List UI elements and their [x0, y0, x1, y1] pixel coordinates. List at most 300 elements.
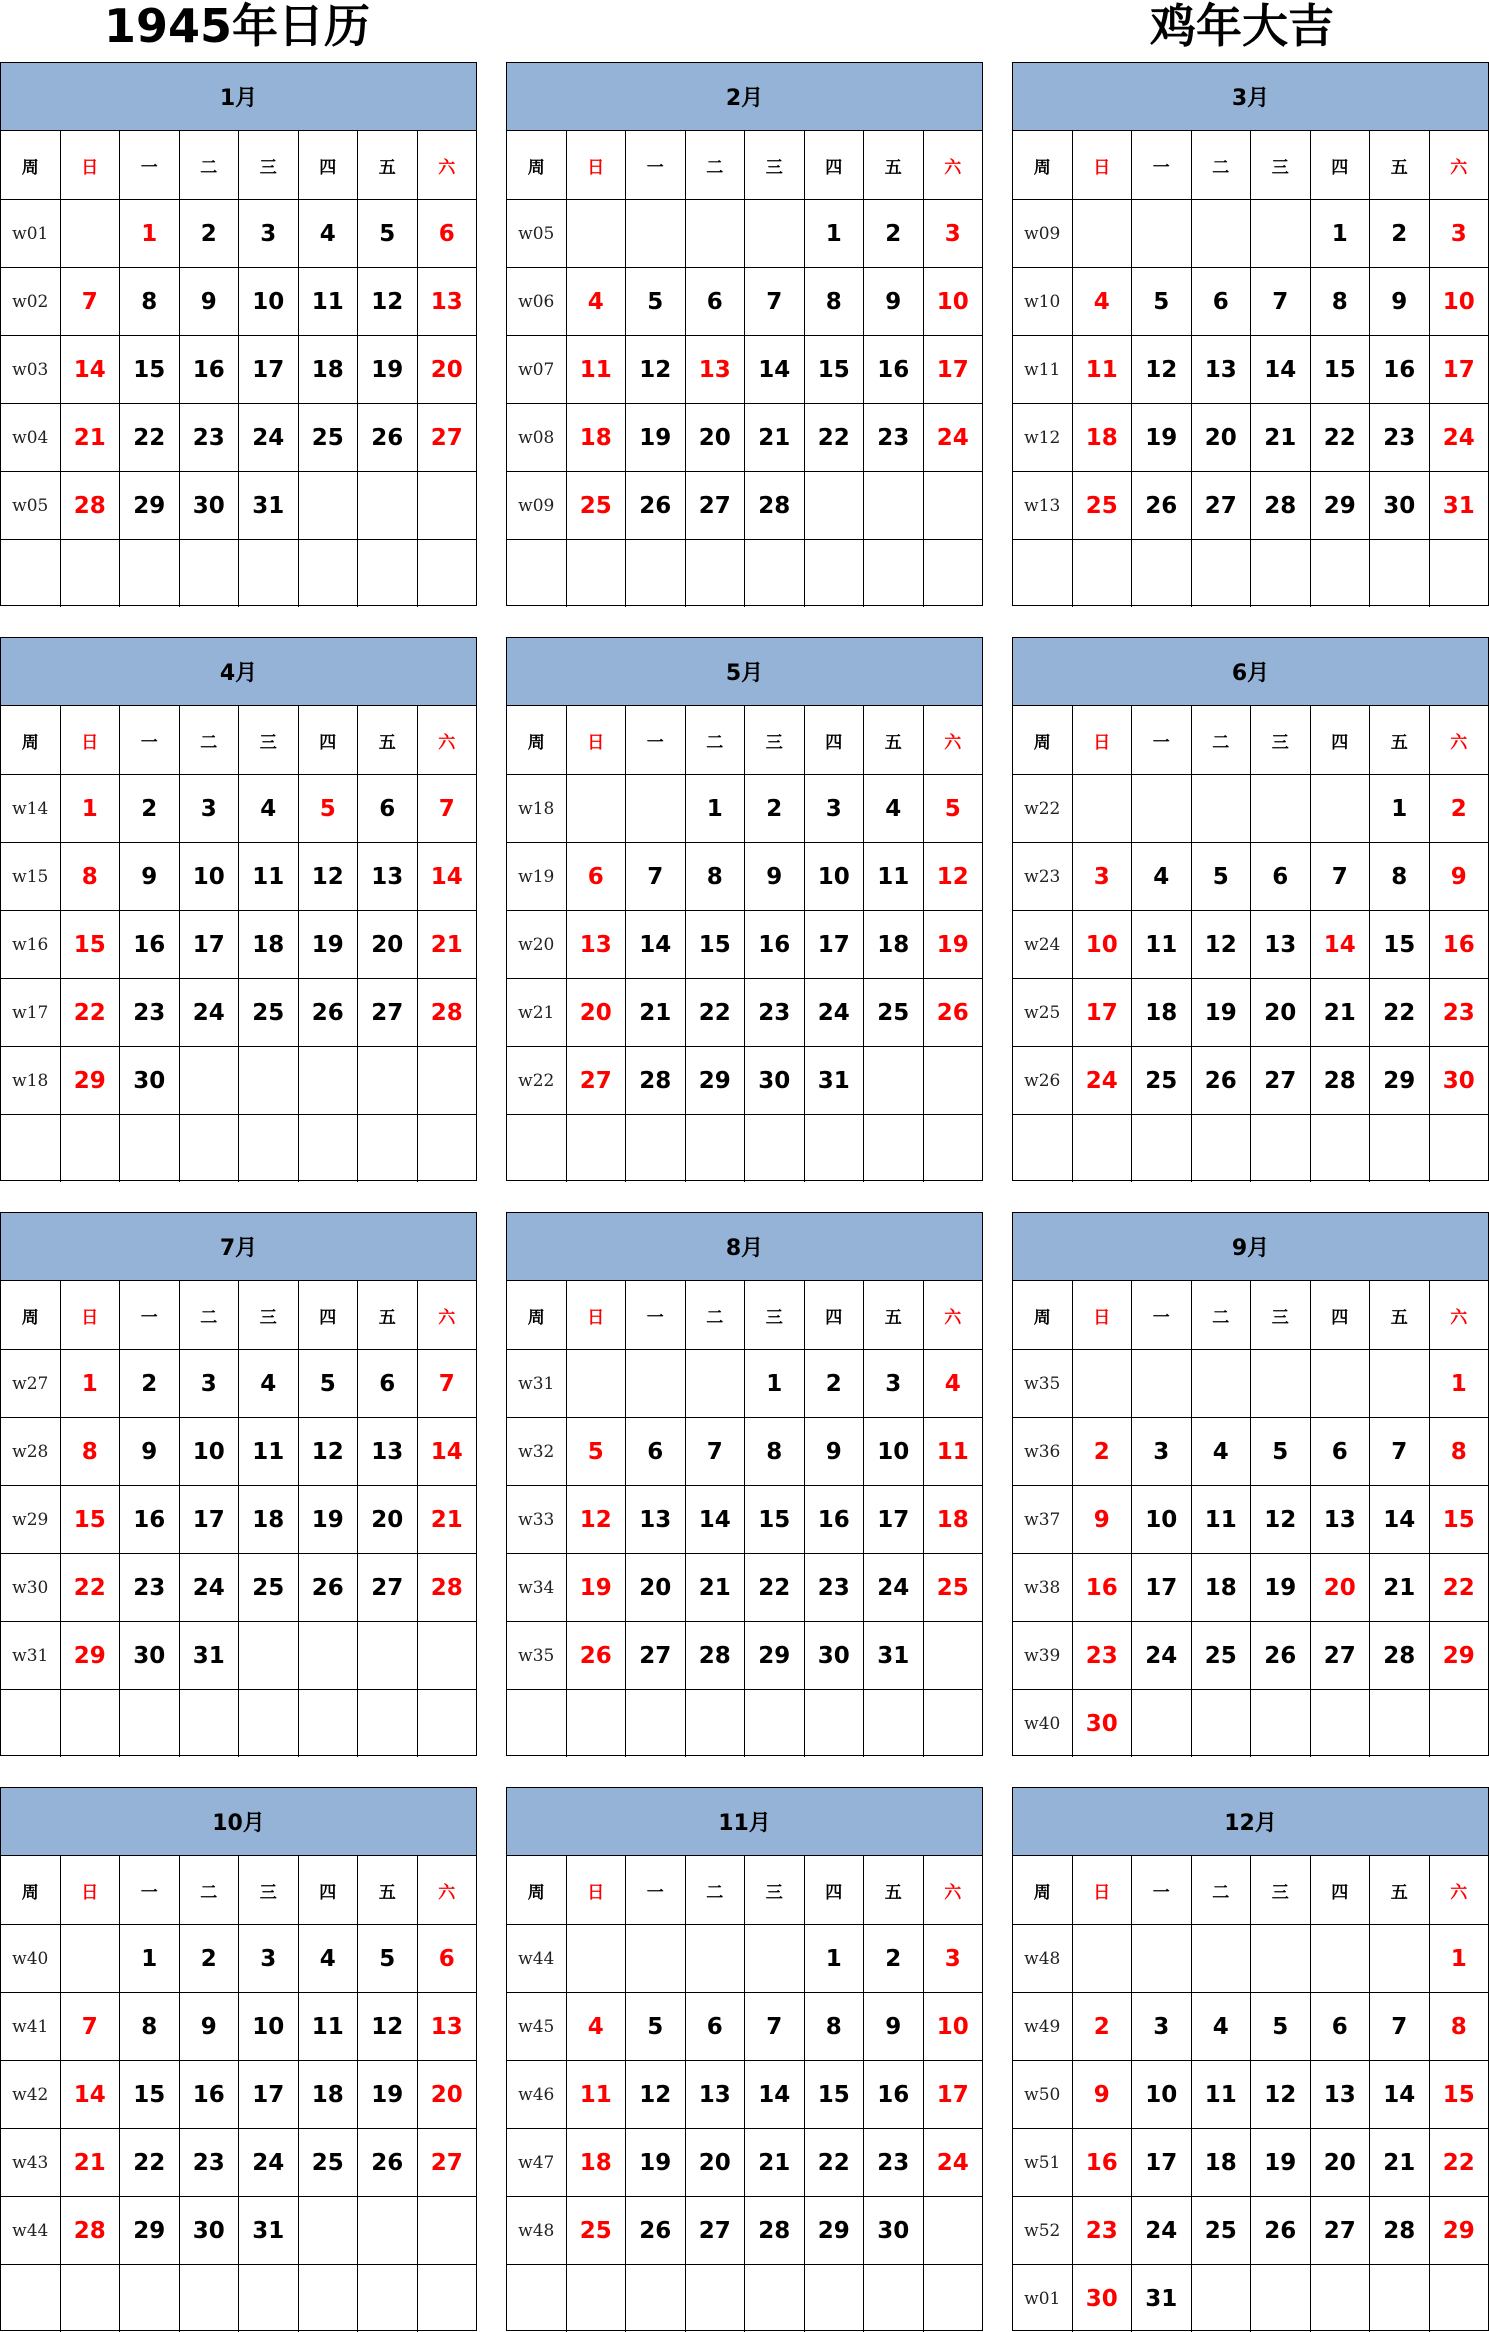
- day-cell: 23: [179, 404, 239, 471]
- week-number: w48: [518, 2220, 555, 2241]
- day-cell: 6: [357, 1350, 417, 1417]
- week-row: [1013, 2060, 1488, 2128]
- day-cell: 5: [1250, 1418, 1310, 1485]
- day-cell: 13: [417, 1993, 477, 2060]
- weekday-header-row: [1, 1856, 476, 1924]
- day-cell: 2: [179, 1925, 239, 1992]
- day-cell: 27: [685, 2197, 745, 2264]
- day-cell: 10: [1429, 268, 1489, 335]
- week-number: w39: [1024, 1645, 1061, 1666]
- day-cell: [60, 1690, 120, 1757]
- week-number: w21: [518, 1002, 555, 1023]
- weekday-header-cell: 一: [625, 131, 685, 199]
- day-cell: 24: [238, 2129, 298, 2196]
- week-number: w31: [12, 1645, 49, 1666]
- day-cell: [566, 775, 626, 842]
- day-cell: 14: [417, 1418, 477, 1485]
- day-cell: [863, 1115, 923, 1182]
- day-cell: 6: [1191, 268, 1251, 335]
- week-number: w16: [12, 934, 49, 955]
- day-cell: 16: [804, 1486, 864, 1553]
- week-number: w44: [12, 2220, 49, 2241]
- day-cell: 22: [744, 1554, 804, 1621]
- week-number: w52: [1024, 2220, 1061, 2241]
- day-cell: 11: [566, 336, 626, 403]
- day-cell: 23: [863, 2129, 923, 2196]
- week-number: w29: [12, 1509, 49, 1530]
- day-cell: 29: [1429, 1622, 1489, 1689]
- day-cell: [417, 2265, 477, 2332]
- day-cell: [625, 775, 685, 842]
- day-cell: [804, 1115, 864, 1182]
- day-cell: 29: [60, 1622, 120, 1689]
- day-cell: 12: [923, 843, 983, 910]
- day-cell: [1250, 200, 1310, 267]
- weekday-header-cell: 一: [1131, 706, 1191, 774]
- weekday-header-cell: 一: [119, 131, 179, 199]
- weekday-header-cell: 二: [1191, 706, 1251, 774]
- week-number: [1, 1690, 60, 1757]
- day-cell: 6: [685, 1993, 745, 2060]
- day-cell: 24: [179, 979, 239, 1046]
- day-cell: 6: [625, 1418, 685, 1485]
- week-row: [507, 335, 982, 403]
- day-cell: [566, 540, 626, 607]
- day-cell: 8: [1429, 1418, 1489, 1485]
- weekday-header-cell: 二: [179, 1856, 239, 1924]
- day-cell: [1429, 1690, 1489, 1757]
- day-cell: 12: [625, 2061, 685, 2128]
- weekday-header-row: [1013, 1281, 1488, 1349]
- week-number: [1, 1115, 60, 1182]
- day-cell: 3: [923, 1925, 983, 1992]
- day-cell: 27: [625, 1622, 685, 1689]
- day-cell: 11: [238, 1418, 298, 1485]
- week-row: [1013, 199, 1488, 267]
- week-number: w04: [12, 427, 49, 448]
- day-cell: 15: [1369, 911, 1429, 978]
- day-cell: 6: [1310, 1993, 1370, 2060]
- week-number: w50: [1024, 2084, 1061, 2105]
- week-row: [1, 267, 476, 335]
- day-cell: 25: [1191, 2197, 1251, 2264]
- day-cell: 1: [119, 200, 179, 267]
- day-cell: 24: [1131, 2197, 1191, 2264]
- week-number: w30: [12, 1577, 49, 1598]
- day-cell: [1191, 2265, 1251, 2332]
- month-7: [0, 1212, 477, 1756]
- day-cell: 15: [60, 1486, 120, 1553]
- weekday-header-cell: 二: [685, 1856, 745, 1924]
- day-cell: 16: [119, 911, 179, 978]
- weekday-header-cell: 周: [527, 1882, 545, 1903]
- day-cell: [1250, 2265, 1310, 2332]
- day-cell: [744, 1925, 804, 1992]
- month-title: 9月: [1013, 1213, 1488, 1281]
- day-cell: [1369, 1350, 1429, 1417]
- day-cell: 23: [1072, 1622, 1132, 1689]
- day-cell: 30: [863, 2197, 923, 2264]
- day-cell: 5: [625, 1993, 685, 2060]
- week-row: [1, 978, 476, 1046]
- day-cell: [1429, 2265, 1489, 2332]
- day-cell: 10: [179, 843, 239, 910]
- day-cell: 18: [1191, 1554, 1251, 1621]
- day-cell: 9: [863, 268, 923, 335]
- week-row: [507, 1553, 982, 1621]
- day-cell: [417, 2197, 477, 2264]
- month-6: [1012, 637, 1489, 1181]
- day-cell: 24: [179, 1554, 239, 1621]
- weekday-header-cell: 五: [863, 131, 923, 199]
- weekday-header-cell: 二: [685, 131, 745, 199]
- day-cell: 3: [1131, 1993, 1191, 2060]
- weekday-header-cell: 一: [625, 1856, 685, 1924]
- day-cell: 9: [179, 1993, 239, 2060]
- weekday-header-cell: 二: [1191, 131, 1251, 199]
- day-cell: 26: [298, 979, 358, 1046]
- day-cell: [1131, 1115, 1191, 1182]
- day-cell: 15: [1310, 336, 1370, 403]
- weekday-header-cell: 周: [21, 1882, 39, 1903]
- month-title: 2月: [507, 63, 982, 131]
- day-cell: 11: [1072, 336, 1132, 403]
- day-cell: [238, 540, 298, 607]
- week-row: [1013, 1417, 1488, 1485]
- day-cell: 4: [1191, 1418, 1251, 1485]
- weekday-header-cell: 五: [1369, 706, 1429, 774]
- weekday-header-cell: 三: [744, 706, 804, 774]
- week-row: [1, 1553, 476, 1621]
- day-cell: 14: [417, 843, 477, 910]
- day-cell: 22: [119, 404, 179, 471]
- weekday-header-row: [507, 131, 982, 199]
- day-cell: [357, 1047, 417, 1114]
- weekday-header-row: [1013, 706, 1488, 774]
- week-row: [1013, 267, 1488, 335]
- day-cell: 21: [60, 2129, 120, 2196]
- day-cell: 13: [1191, 336, 1251, 403]
- day-cell: 25: [298, 404, 358, 471]
- day-cell: 9: [119, 843, 179, 910]
- week-number: w27: [12, 1373, 49, 1394]
- day-cell: [566, 1115, 626, 1182]
- weekday-header-cell: 日: [1072, 1856, 1132, 1924]
- day-cell: 21: [685, 1554, 745, 1621]
- weekday-header-cell: 周: [1033, 157, 1051, 178]
- weekday-header-cell: 三: [238, 1281, 298, 1349]
- day-cell: 19: [625, 2129, 685, 2196]
- day-cell: 26: [1250, 1622, 1310, 1689]
- day-cell: [744, 1115, 804, 1182]
- day-cell: 19: [1250, 1554, 1310, 1621]
- weekday-header-cell: 六: [923, 1856, 983, 1924]
- day-cell: [357, 2197, 417, 2264]
- day-cell: [863, 1047, 923, 1114]
- day-cell: 19: [1131, 404, 1191, 471]
- day-cell: 18: [238, 911, 298, 978]
- day-cell: 18: [298, 2061, 358, 2128]
- week-row: [1013, 1689, 1488, 1757]
- day-cell: 26: [357, 2129, 417, 2196]
- week-number: w02: [12, 291, 49, 312]
- week-number: w43: [12, 2152, 49, 2173]
- day-cell: 9: [1072, 1486, 1132, 1553]
- day-cell: [1250, 775, 1310, 842]
- week-number: w51: [1024, 2152, 1061, 2173]
- day-cell: [1310, 540, 1370, 607]
- day-cell: 7: [1369, 1993, 1429, 2060]
- weekday-header-cell: 一: [119, 706, 179, 774]
- day-cell: [119, 1115, 179, 1182]
- day-cell: [863, 1690, 923, 1757]
- weekday-header-cell: 六: [1429, 706, 1489, 774]
- day-cell: [238, 2265, 298, 2332]
- day-cell: [923, 1047, 983, 1114]
- day-cell: 12: [1191, 911, 1251, 978]
- day-cell: [625, 1350, 685, 1417]
- day-cell: 30: [179, 2197, 239, 2264]
- weekday-header-cell: 四: [1310, 1281, 1370, 1349]
- week-number: w22: [1024, 798, 1061, 819]
- weekday-header-cell: 五: [863, 706, 923, 774]
- day-cell: [1310, 1690, 1370, 1757]
- day-cell: 25: [566, 472, 626, 539]
- day-cell: 17: [1131, 2129, 1191, 2196]
- day-cell: 29: [685, 1047, 745, 1114]
- weekday-header-cell: 日: [1072, 1281, 1132, 1349]
- day-cell: [1191, 1925, 1251, 1992]
- week-row: [1, 2196, 476, 2264]
- week-row: [1013, 1349, 1488, 1417]
- day-cell: 24: [1429, 404, 1489, 471]
- week-row: [507, 842, 982, 910]
- day-cell: [1072, 200, 1132, 267]
- week-row: [1013, 1114, 1488, 1182]
- weekday-header-cell: 四: [1310, 131, 1370, 199]
- day-cell: [238, 1115, 298, 1182]
- day-cell: [625, 1925, 685, 1992]
- week-row: [507, 1114, 982, 1182]
- day-cell: 30: [804, 1622, 864, 1689]
- day-cell: 5: [298, 1350, 358, 1417]
- day-cell: 9: [804, 1418, 864, 1485]
- day-cell: 18: [863, 911, 923, 978]
- weekday-header-cell: 四: [804, 1856, 864, 1924]
- week-number: w37: [1024, 1509, 1061, 1530]
- day-cell: [744, 1690, 804, 1757]
- month-title: 5月: [507, 638, 982, 706]
- week-row: [1, 910, 476, 978]
- weekday-header-cell: 日: [566, 131, 626, 199]
- day-cell: 2: [1072, 1418, 1132, 1485]
- day-cell: [923, 2265, 983, 2332]
- day-cell: 18: [1191, 2129, 1251, 2196]
- day-cell: 21: [744, 2129, 804, 2196]
- day-cell: 2: [1429, 775, 1489, 842]
- day-cell: 18: [1131, 979, 1191, 1046]
- day-cell: 28: [60, 2197, 120, 2264]
- day-cell: 10: [1131, 2061, 1191, 2128]
- weekday-header-cell: 四: [1310, 706, 1370, 774]
- day-cell: 22: [119, 2129, 179, 2196]
- week-number: [1013, 1115, 1072, 1182]
- weekday-header-cell: 三: [238, 1856, 298, 1924]
- week-row: [507, 2128, 982, 2196]
- day-cell: 13: [566, 911, 626, 978]
- weekday-header-cell: 六: [417, 706, 477, 774]
- day-cell: 1: [60, 775, 120, 842]
- weekday-header-cell: 二: [1191, 1856, 1251, 1924]
- weekday-header-cell: 三: [238, 706, 298, 774]
- day-cell: [298, 2265, 358, 2332]
- day-cell: 14: [625, 911, 685, 978]
- month-11: [506, 1787, 983, 2331]
- day-cell: 11: [1191, 1486, 1251, 1553]
- day-cell: [179, 1047, 239, 1114]
- week-row: [1, 1349, 476, 1417]
- week-row: [1, 1924, 476, 1992]
- day-cell: [1310, 1925, 1370, 1992]
- week-row: [1013, 1553, 1488, 1621]
- day-cell: [179, 1690, 239, 1757]
- day-cell: 7: [744, 268, 804, 335]
- day-cell: 31: [238, 472, 298, 539]
- day-cell: [863, 472, 923, 539]
- day-cell: [566, 2265, 626, 2332]
- day-cell: 13: [1310, 1486, 1370, 1553]
- month-12: [1012, 1787, 1489, 2331]
- weekday-header-cell: 三: [744, 1281, 804, 1349]
- day-cell: 29: [1429, 2197, 1489, 2264]
- day-cell: 15: [60, 911, 120, 978]
- weekday-header-cell: 日: [60, 1281, 120, 1349]
- weekday-header-cell: 五: [1369, 1856, 1429, 1924]
- day-cell: 23: [1369, 404, 1429, 471]
- day-cell: 4: [566, 1993, 626, 2060]
- month-4: [0, 637, 477, 1181]
- day-cell: 30: [119, 1047, 179, 1114]
- week-number: w25: [1024, 1002, 1061, 1023]
- day-cell: 29: [119, 472, 179, 539]
- week-row: [507, 471, 982, 539]
- day-cell: [1429, 540, 1489, 607]
- week-row: [1013, 2128, 1488, 2196]
- day-cell: 22: [804, 404, 864, 471]
- week-row: [1, 1485, 476, 1553]
- day-cell: 8: [1310, 268, 1370, 335]
- day-cell: [179, 1115, 239, 1182]
- week-number: [507, 1115, 566, 1182]
- day-cell: 12: [566, 1486, 626, 1553]
- weekday-header-cell: 一: [1131, 131, 1191, 199]
- day-cell: 12: [357, 268, 417, 335]
- day-cell: 4: [923, 1350, 983, 1417]
- calendar-title: 1945年日历: [104, 0, 371, 53]
- day-cell: 20: [685, 404, 745, 471]
- week-number: w07: [518, 359, 555, 380]
- weekday-header-cell: 三: [744, 1856, 804, 1924]
- day-cell: 15: [1429, 1486, 1489, 1553]
- day-cell: [566, 200, 626, 267]
- day-cell: 9: [1072, 2061, 1132, 2128]
- day-cell: 9: [1369, 268, 1429, 335]
- week-row: [507, 1621, 982, 1689]
- day-cell: 4: [863, 775, 923, 842]
- week-row: [1013, 403, 1488, 471]
- week-row: [1013, 1485, 1488, 1553]
- week-number: w35: [518, 1645, 555, 1666]
- week-number: w24: [1024, 934, 1061, 955]
- day-cell: [417, 472, 477, 539]
- weekday-header-cell: 周: [1033, 1882, 1051, 1903]
- day-cell: 11: [238, 843, 298, 910]
- day-cell: 27: [566, 1047, 626, 1114]
- week-number: w35: [1024, 1373, 1061, 1394]
- day-cell: 12: [1131, 336, 1191, 403]
- month-title: 3月: [1013, 63, 1488, 131]
- day-cell: 1: [1310, 200, 1370, 267]
- day-cell: 6: [417, 1925, 477, 1992]
- day-cell: 25: [1191, 1622, 1251, 1689]
- day-cell: 24: [1131, 1622, 1191, 1689]
- day-cell: 17: [863, 1486, 923, 1553]
- day-cell: 8: [804, 1993, 864, 2060]
- day-cell: [1131, 540, 1191, 607]
- week-row: [1, 1046, 476, 1114]
- week-number: w26: [1024, 1070, 1061, 1091]
- month-9: [1012, 1212, 1489, 1756]
- day-cell: 22: [60, 979, 120, 1046]
- day-cell: [179, 2265, 239, 2332]
- day-cell: 14: [60, 336, 120, 403]
- day-cell: 24: [863, 1554, 923, 1621]
- weekday-header-cell: 三: [1250, 706, 1310, 774]
- week-row: [507, 978, 982, 1046]
- day-cell: [1072, 775, 1132, 842]
- week-number: w10: [1024, 291, 1061, 312]
- day-cell: [1310, 1115, 1370, 1182]
- day-cell: 16: [744, 911, 804, 978]
- day-cell: 9: [179, 268, 239, 335]
- day-cell: 25: [863, 979, 923, 1046]
- day-cell: [625, 1115, 685, 1182]
- weekday-header-row: [1, 131, 476, 199]
- week-number: w03: [12, 359, 49, 380]
- day-cell: 22: [60, 1554, 120, 1621]
- month-title: 11月: [507, 1788, 982, 1856]
- day-cell: 19: [1191, 979, 1251, 1046]
- week-row: [1013, 539, 1488, 607]
- month-title: 10月: [1, 1788, 476, 1856]
- day-cell: 3: [863, 1350, 923, 1417]
- weekday-header-cell: 六: [1429, 131, 1489, 199]
- day-cell: 31: [1429, 472, 1489, 539]
- week-row: [507, 1689, 982, 1757]
- day-cell: 11: [863, 843, 923, 910]
- weekday-header-cell: 一: [1131, 1281, 1191, 1349]
- week-row: [1, 1114, 476, 1182]
- week-number: w09: [1024, 223, 1061, 244]
- day-cell: 1: [1369, 775, 1429, 842]
- day-cell: [923, 540, 983, 607]
- day-cell: 20: [1250, 979, 1310, 1046]
- day-cell: 3: [179, 775, 239, 842]
- day-cell: 28: [1369, 1622, 1429, 1689]
- day-cell: 17: [1429, 336, 1489, 403]
- day-cell: 25: [566, 2197, 626, 2264]
- day-cell: 20: [417, 2061, 477, 2128]
